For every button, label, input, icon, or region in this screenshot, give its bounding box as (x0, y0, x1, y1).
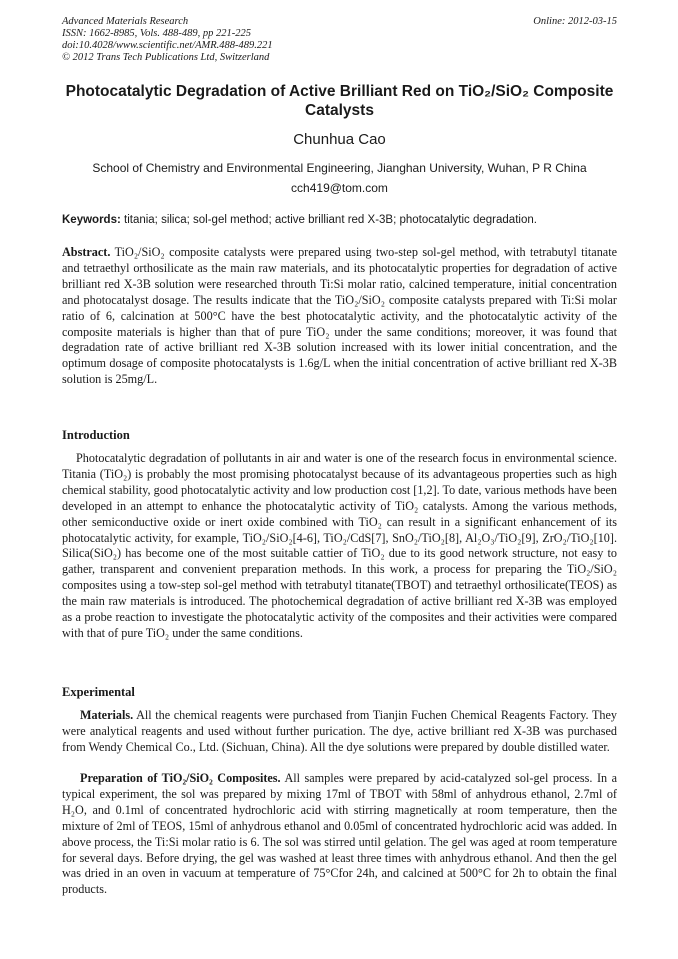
preparation-text: All samples were prepared by acid-catalyzed sol-gel process. In a typical experiment, the sol was prepared by mixing 17ml of TBOT with 58ml of anhydrous ethanol, 2.7ml of H₂O, and 0.1ml of concentrated hydrochloric acid with stirring magnetically at room temperature, then the mixture of 2ml of TEOS, 15ml of anhydrous ethanol and 0.05ml of concentrated hydrochloric acid was added. In above process, the Ti:Si molar ratio is 6. The sol was stirred until gelation. The gel was aged at room temperature for several days. Before drying, the gel was washed at least three times with anhydrous ethanol. And then the gel was dried in an oven in vacuum at temperature of 75°Cfor 24h, and calcined at 500°C for 2h to obtain the final products. (62, 771, 618, 897)
abstract (62, 245, 617, 388)
keywords-label: Keywords: (62, 214, 121, 226)
abstract-label: Abstract. (62, 245, 111, 259)
keywords-text: titania; silica; sol-gel method; active brilliant red X-3B; photocatalytic degradation. (124, 214, 537, 226)
materials-label: Materials. (80, 708, 134, 722)
copyright-line: © 2012 Trans Tech Publications Ltd, Switzerland (62, 52, 270, 63)
affiliation: School of Chemistry and Environmental Engineering, Jianghan University, Wuhan, P R China (92, 161, 587, 175)
online-date: Online: 2012-03-15 (533, 16, 617, 27)
doi-line: doi:10.4028/www.scientific.net/AMR.488-489.221 (62, 40, 273, 51)
journal-name: Advanced Materials Research (62, 16, 189, 27)
materials-text: All the chemical reagents were purchased from Tianjin Fuchen Chemical Reagents Factory. They were analytical reagents and used without further purication. The dye, active brilliant red X-3B was purchased from Wendy Chemical Co., Ltd. (Sichuan, China). All the dye solutions were prepared by double distilled water. (62, 708, 618, 754)
author-name: Chunhua Cao (293, 131, 386, 148)
materials-paragraph (62, 708, 617, 756)
abstract-text: TiO₂/SiO₂ composite catalysts were prepared using two-step sol-gel method, with tetrabutyl titanate and tetraethyl orthosilicate as the main raw materials, and its photocatalytic properties for degradation of active brilliant red X-3B solution were researched throuth Ti:Si molar ratio, calcined temperature, initial concentration and photocatalyst dosage. The results indicate that the TiO₂/SiO₂ composite catalysts prepared with Ti:Si molar ratio of 6, calcination at 500°C have the best photocatalytic activity, and the photocatalytic activity of the composite materials is higher than that of pure TiO₂ under the same conditions; moreover, it was found that degradation rate of active brilliant red X-3B solution increased with its lower initial concentration, and the optimum dosage of composite photocatalysts is 1.6g/L when the initial concentration of active brilliant red X-3B solution is 25mg/L. (62, 245, 618, 387)
author-email[interactable]: cch419@tom.com (291, 181, 388, 195)
preparation-label: Preparation of TiO₂/SiO₂ Composites. (80, 771, 281, 785)
keywords-line (62, 214, 617, 226)
issn-line: ISSN: 1662-8985, Vols. 488-489, pp 221-225 (62, 28, 251, 39)
introduction-heading: Introduction (62, 428, 130, 442)
experimental-heading: Experimental (62, 685, 135, 699)
preparation-paragraph (62, 771, 617, 898)
introduction-text: Photocatalytic degradation of pollutants in air and water is one of the research focus in environmental science. Titania (TiO₂) is probably the most promising photocatalyst because of its advantageous properties such as high chemical stability, good photocatalytic activity and low production cost [1,2]. To date, various methods have been developed in an attempt to enhance the photocatalytic activity of TiO₂ catalysts. Among the various methods, other semiconductive oxide or inert oxide combined with TiO₂ can result in a significant enhancement of its photocatalytic activity, for example, TiO₂/SiO₂[4-6], TiO₂/CdS[7], SnO₂/TiO₂[8], Al₂O₃/TiO₂[9], ZrO₂/TiO₂[10]. Silica(SiO₂) has become one of the most suitable cattier of TiO₂ due to its good network structure, not easy to gather, transparent and convenient preparation methods. In this work, a process for preparing the TiO₂/SiO₂ composites using a tow-step sol-gel method with tetrabutyl titanate(TBOT) and tetraethyl orthosilicate(TEOS) as the main raw materials is introduced. The photochemical degradation of active brilliant red X-3B was employed as a probe reaction to investigate the photocatalytic activity of the composites and their activities were compared with that of pure TiO₂ under the same conditions. (62, 451, 617, 640)
journal-header (62, 16, 617, 64)
paper-title: Photocatalytic Degradation of Active Brilliant Red on TiO₂/SiO₂ Composite Catalysts (65, 83, 614, 119)
